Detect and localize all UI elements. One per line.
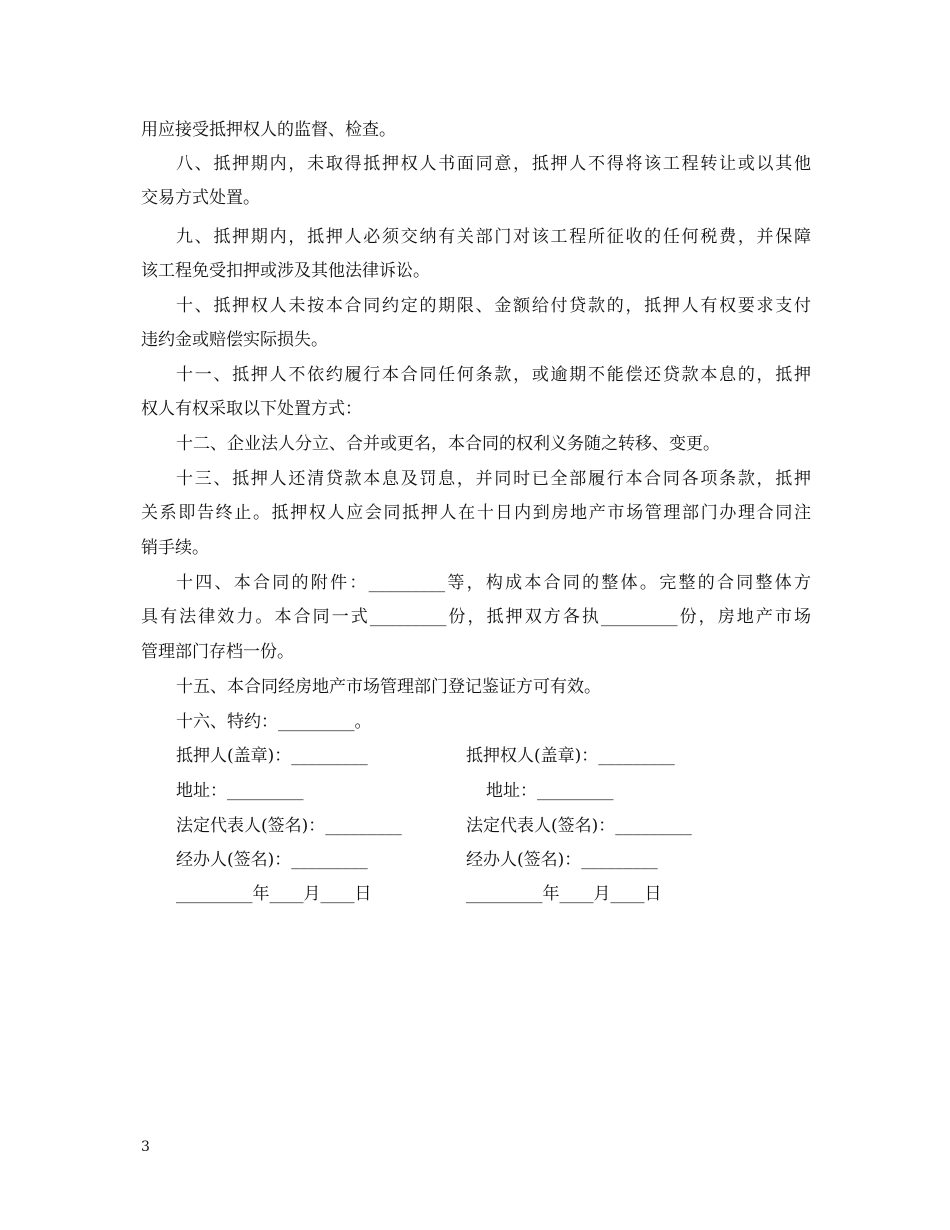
clause-8-line-2: 交易方式处置。 — [141, 188, 260, 208]
clause-8-line-1: 八、抵押期内，未取得抵押权人书面同意，抵押人不得将该工程转让或以其他 — [176, 154, 811, 174]
mortgagee-address-field: 地址：_________ — [486, 781, 614, 801]
clause-16-line-1: 十六、特约：_________。 — [176, 712, 372, 732]
clause-15-line-1: 十五、本合同经房地产市场管理部门登记鉴证方可有效。 — [176, 677, 601, 697]
clause-14-line-3: 管理部门存档一份。 — [141, 642, 294, 662]
clause-13-line-1: 十三、抵押人还清贷款本息及罚息，并同时已全部履行本合同各项条款，抵押 — [176, 469, 811, 489]
clause-9-line-2: 该工程免受扣押或涉及其他法律诉讼。 — [141, 261, 430, 281]
mortgagee-seal-field: 抵押权人(盖章)：_________ — [466, 746, 675, 766]
mortgagor-handler-field: 经办人(签名)：_________ — [176, 850, 368, 870]
mortgagor-legal-rep-field: 法定代表人(签名)：_________ — [176, 816, 402, 836]
page-number: 3 — [141, 1139, 150, 1155]
mortgagor-seal-field: 抵押人(盖章)：_________ — [176, 746, 368, 766]
clause-12-line-1: 十二、企业法人分立、合并或更名，本合同的权利义务随之转移、变更。 — [176, 434, 720, 454]
clause-11-line-1: 十一、抵押人不依约履行本合同任何条款，或逾期不能偿还贷款本息的，抵押 — [176, 365, 811, 385]
clause-14-line-1: 十四、本合同的附件：_________等，构成本合同的整体。完整的合同整体方 — [176, 573, 811, 593]
paragraph-continuation-line: 用应接受抵押权人的监督、检查。 — [141, 120, 396, 140]
clause-11-line-2: 权人有权采取以下处置方式： — [141, 399, 362, 419]
clause-13-line-3: 销手续。 — [141, 538, 209, 558]
mortgagee-date-field: _________年____月____日 — [466, 884, 662, 904]
clause-10-line-2: 违约金或赔偿实际损失。 — [141, 330, 328, 350]
clause-10-line-1: 十、抵押权人未按本合同约定的期限、金额给付贷款的，抵押人有权要求支付 — [176, 296, 811, 316]
mortgagee-handler-field: 经办人(签名)：_________ — [466, 850, 658, 870]
clause-9-line-1: 九、抵押期内，抵押人必须交纳有关部门对该工程所征收的任何税费，并保障 — [176, 227, 811, 247]
mortgagor-date-field: _________年____月____日 — [176, 884, 372, 904]
mortgagee-legal-rep-field: 法定代表人(签名)：_________ — [466, 816, 692, 836]
clause-13-line-2: 关系即告终止。抵押权人应会同抵押人在十日内到房地产市场管理部门办理合同注 — [141, 503, 811, 523]
mortgagor-address-field: 地址：_________ — [176, 781, 304, 801]
clause-14-line-2: 具有法律效力。本合同一式_________份，抵押双方各执_________份，房地产市场 — [141, 607, 811, 627]
